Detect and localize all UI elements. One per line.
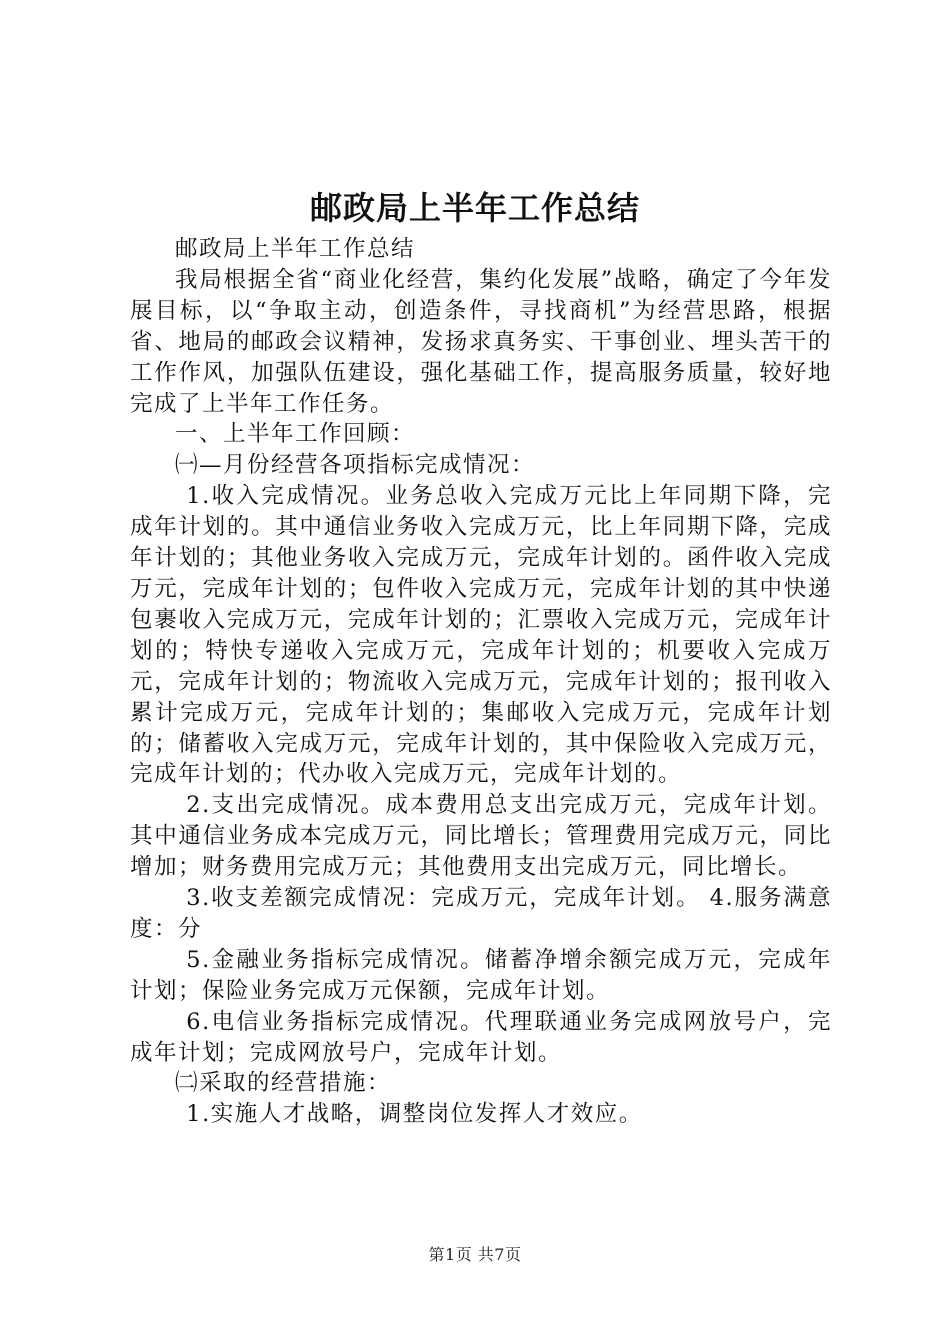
paragraph-talent: 1.实施人才战略，调整岗位发挥人才效应。: [186, 1101, 643, 1128]
subsection-heading-indicators: ㈠—月份经营各项指标完成情况：: [175, 452, 536, 479]
paragraph-telecom: 6.电信业务指标完成情况。代理联通业务完成网放号户，完成年计划；完成网放号户，完成年计划。: [130, 1008, 832, 1066]
paragraph-subtitle: 邮政局上半年工作总结: [175, 236, 416, 262]
document-title: 邮政局上半年工作总结: [309, 189, 640, 227]
paragraph-income: 1.收入完成情况。业务总收入完成万元比上年同期下降，完成年计划的。其中通信业务收入完成万元，比上年同期下降，完成年计划的；其他业务收入完成万元，完成年计划的。函件收入完成万元，完成年计划的；包件收入完成万元，完成年计划的其中快递包裹收入完成万元，完成年计划的；汇票收入完成万元，完成年计划的；特快专递收入完成万元，完成年计划的；机要收入完成万元，完成年计划的；物流收入完成万元，完成年计划的；报刊收入累计完成万元，完成年计划的；集邮收入完成万元，完成年计划的；储蓄收入完成万元，完成年计划的，其中保险收入完成万元，完成年计划的；代办收入完成万元，完成年计划的。: [130, 483, 832, 788]
paragraph-expenditure: 2.支出完成情况。成本费用总支出完成万元，完成年计划。其中通信业务成本完成万元，同比增长；管理费用完成万元，同比增加；财务费用完成万元；其他费用支出完成万元，同比增长。: [130, 792, 832, 881]
paragraph-intro: 我局根据全省“商业化经营，集约化发展”战略，确定了今年发展目标，以“争取主动，创造条件，寻找商机”为经营思路，根据省、地局的邮政会议精神，发扬求真务实、干事创业、埋头苦干的工作作风，加强队伍建设，强化基础工作，提高服务质量，较好地完成了上半年工作任务。: [130, 266, 832, 417]
subsection-heading-measures: ㈡采取的经营措施：: [175, 1070, 392, 1097]
section-heading-review: 一、上半年工作回顾：: [175, 421, 416, 448]
paragraph-finance: 5.金融业务指标完成情况。储蓄净增余额完成万元，完成年计划；保险业务完成万元保额，完成年计划。: [130, 946, 832, 1004]
paragraph-balance: 3.收支差额完成情况：完成万元，完成年计划。 4.服务满意度：分: [130, 885, 832, 942]
page-number: 第1页 共7页: [428, 1245, 522, 1264]
document-body: [130, 234, 832, 1130]
